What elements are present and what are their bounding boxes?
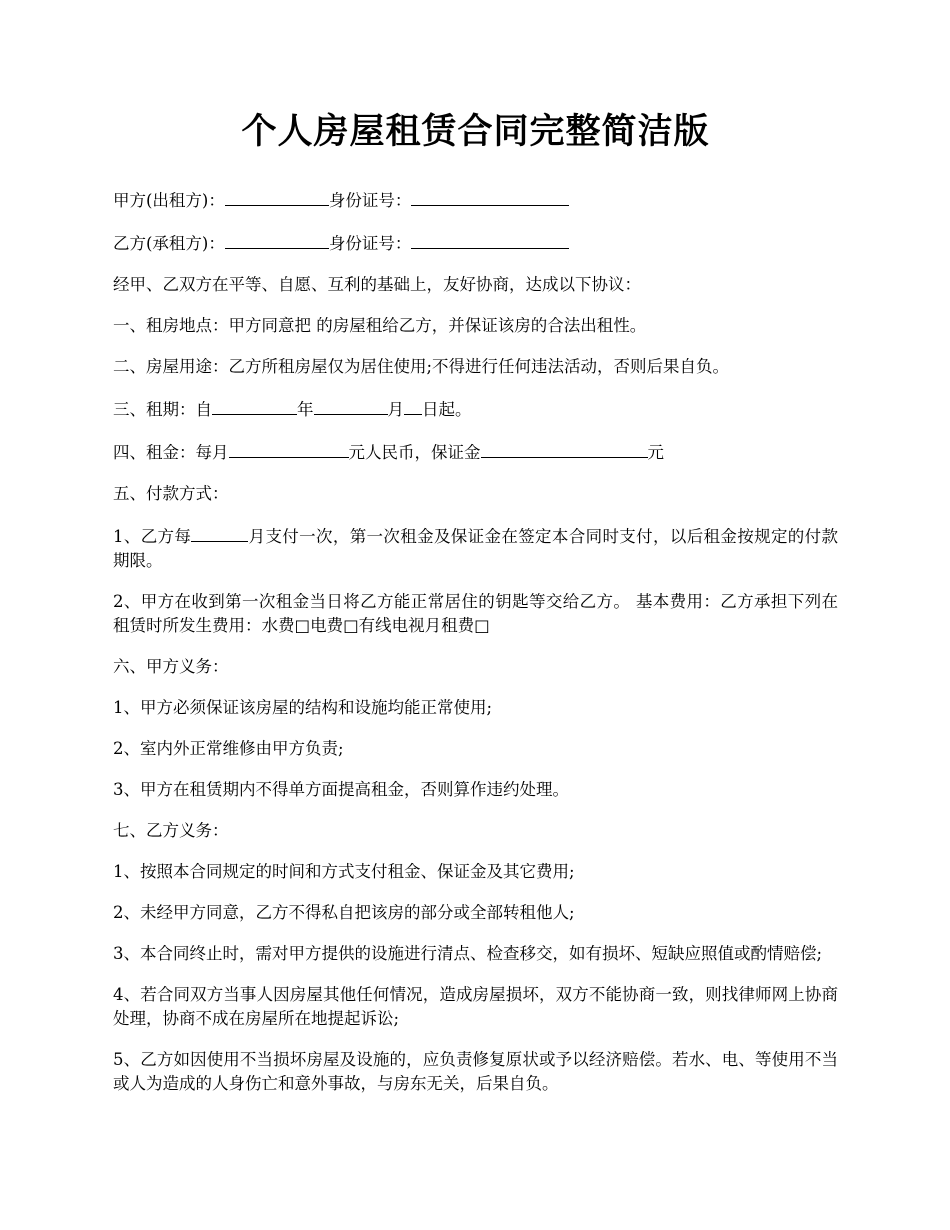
clause-7-item: 3、本合同终止时，需对甲方提供的设施进行清点、检查移交，如有损坏、短缺应照值或酌情赔偿; xyxy=(113,944,823,963)
party-b-id-blank xyxy=(411,230,569,249)
clause-2-purpose: 二、房屋用途：乙方所租房屋仅为居住使用;不得进行任何违法活动，否则后果自负。 xyxy=(113,357,730,376)
clause-3-text-a: 三、租期：自 xyxy=(113,400,212,419)
monthly-rent-blank xyxy=(229,439,349,458)
clause-5-heading: 五、付款方式： xyxy=(113,484,229,503)
party-b-id-label: 身份证号： xyxy=(328,234,412,253)
party-b-label: 乙方(承租方)： xyxy=(113,234,225,253)
deposit-blank xyxy=(481,439,648,458)
document-title: 个人房屋租赁合同完整简洁版 xyxy=(241,111,710,152)
clause-6-item: 2、室内外正常维修由甲方负责; xyxy=(113,739,344,758)
clause-5-item-2: 2、甲方在收到第一次租金当日将乙方能正常居住的钥匙等交给乙方。 基本费用：乙方承担下列在租赁时所发生费用：水费□电费□有线电视月租费□ xyxy=(113,592,838,635)
party-a-line xyxy=(113,187,838,213)
clause-3-text-b: 年 xyxy=(297,400,314,419)
intro-paragraph: 经甲、乙双方在平等、自愿、互利的基础上，友好协商，达成以下协议： xyxy=(113,275,641,294)
clause-5-1-text-a: 1、乙方每 xyxy=(113,527,192,546)
clause-1-location: 一、租房地点：甲方同意把 的房屋租给乙方，并保证该房的合法出租性。 xyxy=(113,316,647,335)
party-a-id-label: 身份证号： xyxy=(328,191,412,210)
clause-6-heading: 六、甲方义务： xyxy=(113,657,229,676)
clause-7-item: 4、若合同双方当事人因房屋其他任何情况，造成房屋损坏，双方不能协商一致，则找律师网上协商处理，协商不成在房屋所在地提起诉讼; xyxy=(113,985,838,1028)
party-a-name-blank xyxy=(225,187,329,206)
clause-3-text-c: 月 xyxy=(387,400,404,419)
clause-3-term xyxy=(113,396,838,422)
party-b-line xyxy=(113,230,838,256)
clause-4-text-a: 四、租金：每月 xyxy=(113,443,229,462)
clause-4-rent xyxy=(113,439,838,465)
clause-7-heading: 七、乙方义务： xyxy=(113,821,229,840)
clause-4-text-c: 元 xyxy=(647,443,664,462)
term-month-blank xyxy=(404,396,422,415)
clause-4-text-b: 元人民币，保证金 xyxy=(348,443,481,462)
clause-7-item: 5、乙方如因使用不当损坏房屋及设施的，应负责修复原状或予以经济赔偿。若水、电、等使用不当或人为造成的人身伤亡和意外事故，与房东无关，后果自负。 xyxy=(113,1050,838,1093)
term-start-blank xyxy=(212,396,297,415)
term-year-blank xyxy=(314,396,388,415)
clause-5-1-text-b: 月支付一次，第一次租金及保证金在签定本合同时支付，以后租金按规定的付款期限。 xyxy=(113,527,839,570)
payment-interval-blank xyxy=(191,523,248,542)
clause-6-item: 3、甲方在租赁期内不得单方面提高租金，否则算作违约处理。 xyxy=(113,780,569,799)
party-a-label: 甲方(出租方)： xyxy=(113,191,225,210)
clause-5-item-1 xyxy=(113,523,838,573)
clause-7-item: 1、按照本合同规定的时间和方式支付租金、保证金及其它费用; xyxy=(113,862,575,881)
party-a-id-blank xyxy=(411,187,569,206)
party-b-name-blank xyxy=(225,230,329,249)
clause-6-item: 1、甲方必须保证该房屋的结构和设施均能正常使用; xyxy=(113,698,493,717)
clause-3-text-d: 日起。 xyxy=(422,400,472,419)
clause-7-item: 2、未经甲方同意，乙方不得私自把该房的部分或全部转租他人; xyxy=(113,903,575,922)
